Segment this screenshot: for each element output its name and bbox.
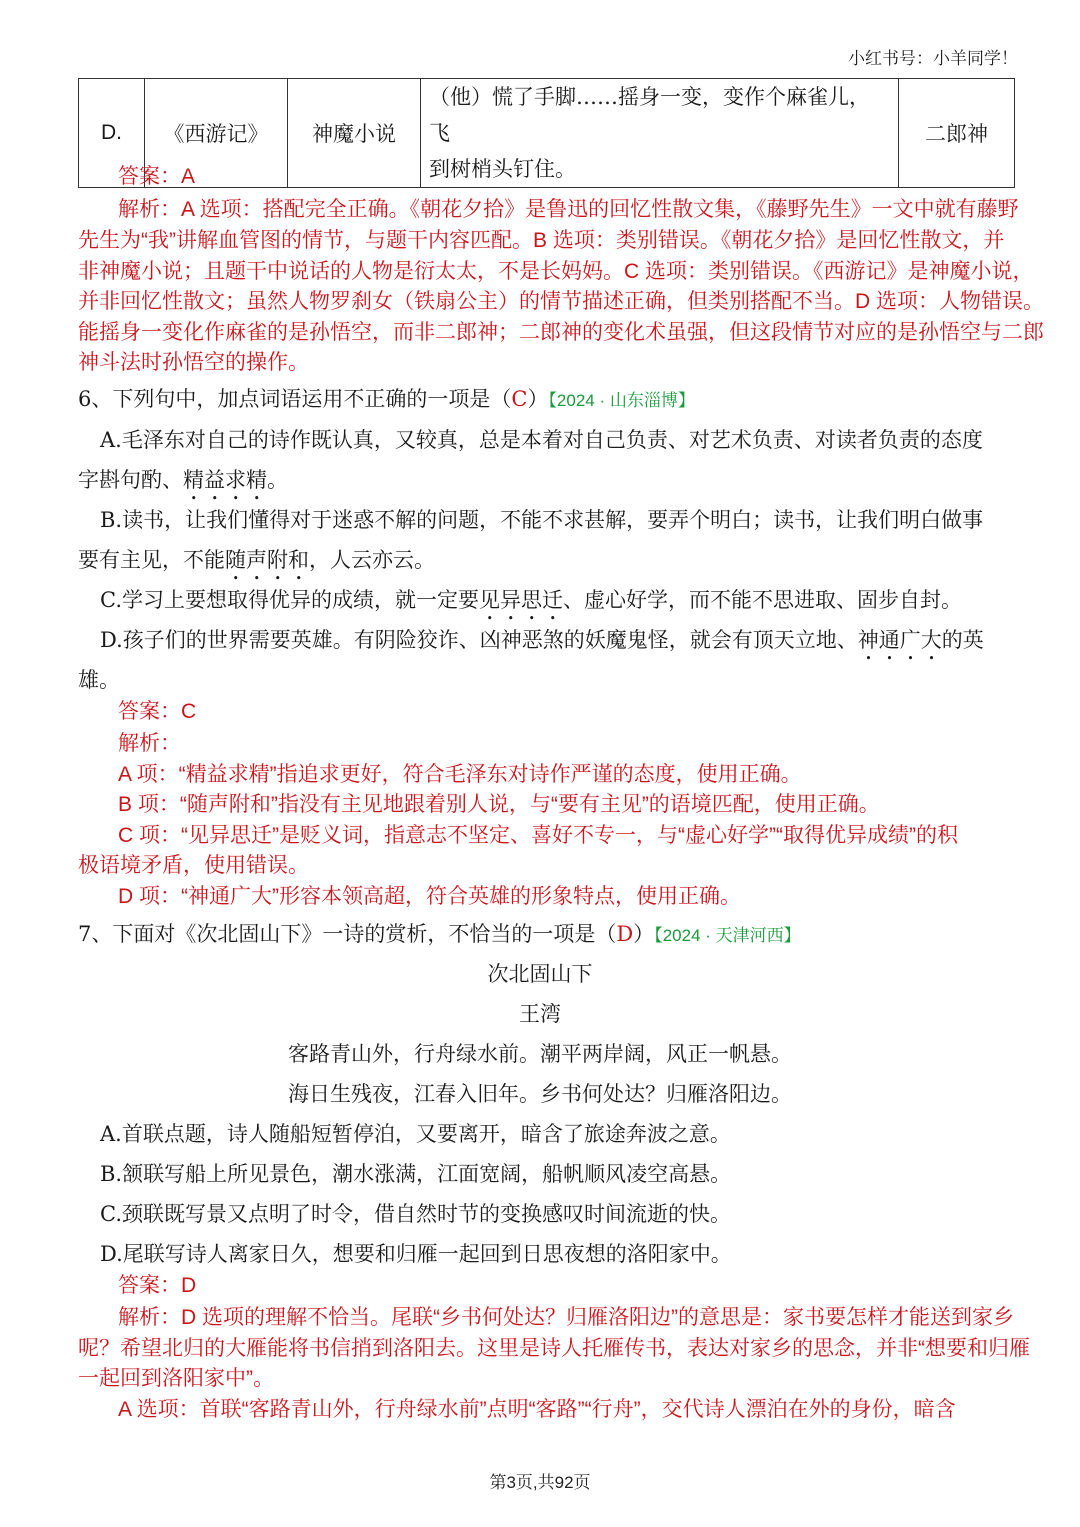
text: 字斟句酌、 (78, 468, 183, 492)
q7-key: D (616, 922, 634, 946)
q7-analysis-line: 解析：D 选项的理解不恰当。尾联“乡书何处达？归雁洛阳边”的意思是：家书要怎样才能送到家乡 (118, 1306, 1014, 1329)
q7-stem-end: ） (633, 922, 655, 946)
q6-analysis-title: 解析： (118, 732, 181, 755)
q6-option-d-cont: 雄。 (78, 668, 120, 692)
q6-stem-text: 6、下列句中，加点词语运用不正确的一项是（ (78, 387, 512, 411)
q6-key: C (511, 387, 528, 411)
book-cell: 《西游记》 (145, 79, 288, 188)
poem-line: 客路青山外，行舟绿水前。潮平两岸阔，风正一帆悬。 (288, 1042, 792, 1066)
text: C.学习上要想取得优异的成绩，就一定要 (100, 588, 479, 612)
text: 的英 (941, 628, 984, 652)
dotted-phrase: 随声附和 (225, 548, 309, 572)
poem-title: 次北固山下 (487, 962, 593, 986)
q7-stem-text: 7、下面对《次北固山下》一诗的赏析，不恰当的一项是（ (78, 922, 617, 946)
q6-option-a-cont (78, 465, 1008, 505)
row-label: D. (79, 79, 145, 188)
q6-option-a: A.毛泽东对自己的诗作既认真，又较真，总是本着对自己负责、对艺术负责、对读者负责的态度 (100, 428, 983, 452)
q5-analysis-line: 解析：A 选项：搭配完全正确。《朝花夕拾》是鲁迅的回忆性散文集，《藤野先生》一文中就有藤野 (118, 198, 1019, 221)
q6-analysis-d: D 项：“神通广大”形容本领高超，符合英雄的形象特点，使用正确。 (118, 885, 741, 908)
q7-option-a: A.首联点题，诗人随船短暂停泊，又要离开，暗含了旅途奔波之意。 (100, 1122, 731, 1146)
q6-answer: 答案：C (118, 700, 197, 723)
q5-analysis-line: 神斗法时孙悟空的操作。 (78, 351, 309, 374)
dotted-phrase: 见异思迁 (479, 588, 563, 612)
q7-analysis-line: 一起回到洛阳家中”。 (78, 1367, 274, 1390)
q6-analysis-c-cont: 极语境矛盾，使用错误。 (78, 854, 309, 877)
q7-option-c: C.颈联既写景又点明了时令，借自然时节的变换感叹时间流逝的快。 (100, 1202, 731, 1226)
q7-stem (78, 919, 1008, 951)
q7-answer: 答案：D (118, 1274, 197, 1297)
q6-analysis-b: B 项：“随声附和”指没有主见地跟着别人说，与“要有主见”的语境匹配，使用正确。 (118, 793, 880, 816)
q7-source: 【2024 · 天津河西】 (654, 926, 801, 945)
excerpt-line-2: 到树梢头钉住。 (429, 157, 576, 181)
q7-analysis-line: 呢？希望北归的大雁能将书信捎到洛阳去。这里是诗人托雁传书，表达对家乡的思念，并非“想要和归雁 (78, 1337, 1030, 1360)
q6-source: 【2024 · 山东淄博】 (548, 391, 695, 410)
q6-option-d (100, 625, 1030, 665)
poem-author: 王湾 (519, 1002, 561, 1026)
q5-analysis-line: 能摇身一变化作麻雀的是孙悟空，而非二郎神；二郎神的变化术虽强，但这段情节对应的是孙悟空与二郎 (78, 321, 1044, 344)
q6-option-b-cont (78, 545, 1008, 585)
q7-option-b: B.颔联写船上所见景色，潮水涨满，江面宽阔，船帆顺风凌空高悬。 (100, 1162, 732, 1186)
text: 要有主见，不能 (78, 548, 225, 572)
q7-analysis-line: A 选项：首联“客路青山外，行舟绿水前”点明“客路”“行舟”，交代诗人漂泊在外的身份，暗含 (118, 1398, 956, 1421)
q6-analysis-c: C 项：“见异思迁”是贬义词，指意志不坚定、喜好不专一，与“虚心好学”“取得优异成绩”的积 (118, 824, 958, 847)
q6-option-b: B.读书，让我们懂得对于迷惑不解的问题，不能不求甚解，要弄个明白；读书，让我们明白做事 (100, 508, 984, 532)
excerpt-line-1: （他）慌了手脚……摇身一变，变作个麻雀儿，飞 (429, 85, 870, 145)
genre-cell: 神魔小说 (288, 79, 421, 188)
q6-analysis-a: A 项：“精益求精”指追求更好，符合毛泽东对诗作严谨的态度，使用正确。 (118, 763, 802, 786)
poem-line: 海日生残夜，江春入旧年。乡书何处达？归雁洛阳边。 (288, 1082, 792, 1106)
q5-analysis-line: 先生为“我”讲解血管图的情节，与题干内容匹配。B 选项：类别错误。《朝花夕拾》是回忆性散文，并 (78, 229, 1005, 252)
text: 。 (267, 468, 288, 492)
text: D.孩子们的世界需要英雄。有阴险狡诈、凶神恶煞的妖魔鬼怪，就会有顶天立地、 (100, 628, 858, 652)
header-note: 小红书号：小羊同学！ (848, 49, 1018, 68)
q6-option-c (100, 585, 1030, 625)
q6-stem-end: ） (527, 387, 549, 411)
dotted-phrase: 神通广大 (857, 628, 942, 652)
page-footer: 第3页,共92页 (489, 1473, 591, 1492)
q6-stem (78, 384, 1008, 416)
q7-option-d: D.尾联写诗人离家日久，想要和归雁一起回到日思夜想的洛阳家中。 (100, 1242, 732, 1266)
q5-analysis-line: 非神魔小说；且题干中说话的人物是衍太太，不是长妈妈。C 选项：类别错误。《西游记》是神魔小说， (78, 260, 1034, 283)
text: 、虚心好学，而不能不思进取、固步自封。 (563, 588, 962, 612)
character-cell: 二郎神 (899, 79, 1015, 188)
text: ，人云亦云。 (309, 548, 435, 572)
q5-analysis-line: 并非回忆性散文；虽然人物罗刹女（铁扇公主）的情节描述正确，但类别搭配不当。D 选项：人物错误。 (78, 290, 1044, 313)
q5-answer: 答案：A (118, 165, 196, 188)
dotted-phrase: 精益求精 (183, 468, 267, 492)
